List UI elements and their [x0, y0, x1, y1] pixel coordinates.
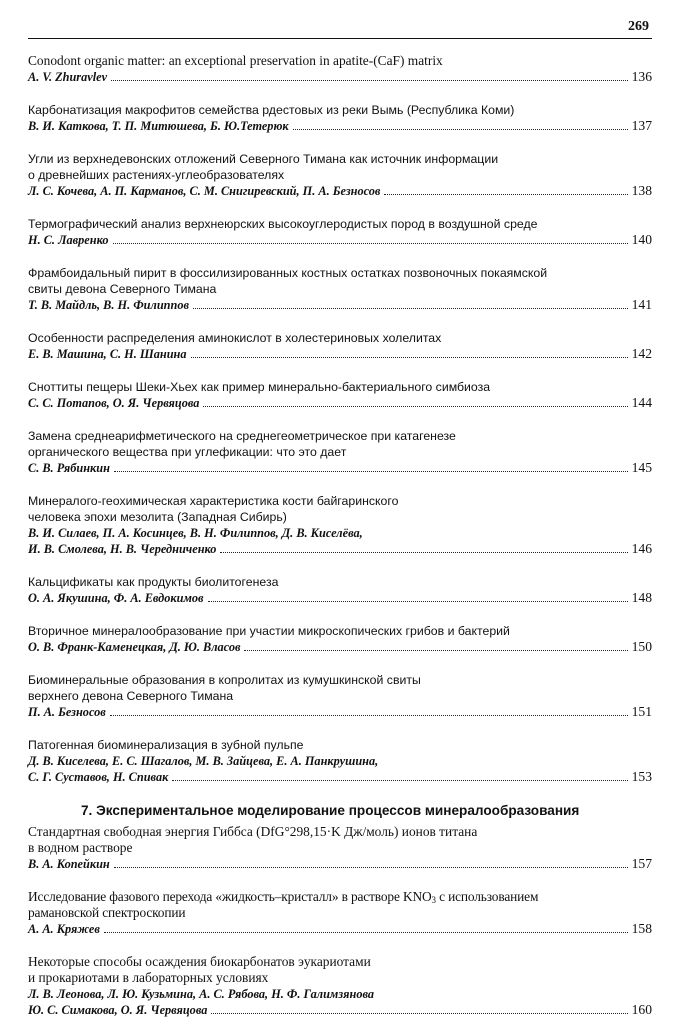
- entry-authors: С. В. Рябинкин: [28, 461, 110, 475]
- entry-page-number: 144: [631, 395, 652, 410]
- toc-entry: [28, 216, 652, 248]
- entry-author-line: [28, 297, 652, 313]
- entry-authors: В. А. Копейкин: [28, 857, 110, 871]
- entry-title-line: в водном растворе: [28, 840, 133, 855]
- entry-authors: П. А. Безносов: [28, 705, 106, 719]
- entry-title-text: с использованием: [435, 889, 539, 904]
- entry-author-line: [28, 704, 652, 720]
- entry-author-line: [28, 118, 652, 134]
- entry-title: Вторичное минералообразование при участии микроскопических грибов и бактерий: [28, 624, 510, 638]
- dot-leader: [172, 780, 627, 781]
- entry-page-number: 151: [631, 704, 652, 719]
- entry-authors: О. А. Якушина, Ф. А. Евдокимов: [28, 591, 204, 605]
- dot-leader: [114, 867, 628, 868]
- entry-title: Особенности распределения аминокислот в холестериновых холелитах: [28, 331, 442, 345]
- entry-authors: Л. С. Кочева, А. П. Карманов, С. М. Снигиревский, П. А. Безносов: [28, 184, 381, 198]
- entry-page-number: 158: [631, 921, 652, 936]
- entry-title: Патогенная биоминерализация в зубной пульпе: [28, 738, 304, 752]
- dot-leader: [104, 932, 628, 933]
- entry-authors: Д. В. Киселева, Е. С. Шагалов, М. В. Зайцева, Е. А. Панкрушина,: [28, 754, 379, 768]
- entry-authors: С. Г. Суставов, Н. Спивак: [28, 770, 169, 784]
- entry-title-line: рамановской спектроскопии: [28, 905, 186, 920]
- entry-title-line: и прокариотами в лабораторных условиях: [28, 970, 269, 985]
- entry-author-line: [28, 1002, 652, 1018]
- toc-entry: [28, 265, 652, 313]
- entry-title: [28, 824, 652, 856]
- toc-entry: [28, 889, 652, 937]
- entry-title: Биоминеральные образования в копролитах из кумушкинской свиты верхнего девона Северного Тимана: [28, 673, 421, 703]
- dot-leader: [208, 601, 628, 602]
- entry-title: Карбонатизация макрофитов семейства рдестовых из реки Вымь (Республика Коми): [28, 103, 515, 117]
- toc-entries-group: [28, 53, 652, 785]
- entry-page-number: 157: [631, 856, 652, 871]
- entry-title: Угли из верхнедевонских отложений Северного Тимана как источник информации о древнейших растениях-углеобразователях: [28, 152, 499, 182]
- dot-leader: [203, 406, 627, 407]
- entry-title: [28, 954, 652, 986]
- toc-entry: [28, 574, 652, 606]
- toc-entry: [28, 330, 652, 362]
- entry-author-line: [28, 69, 652, 85]
- entry-author-line: [28, 769, 652, 785]
- entry-authors: В. И. Силаев, П. А. Косинцев, В. Н. Филиппов, Д. В. Киселёва,: [28, 526, 363, 540]
- dot-leader: [113, 243, 628, 244]
- toc-entry: [28, 493, 652, 557]
- dot-leader: [110, 715, 628, 716]
- entry-page-number: 153: [631, 769, 652, 784]
- header-rule: [28, 38, 652, 39]
- entry-page-number: 137: [631, 118, 652, 133]
- entry-authors: С. С. Потапов, О. Я. Червяцова: [28, 396, 200, 410]
- dot-leader: [193, 308, 628, 309]
- dot-leader: [111, 80, 628, 81]
- entry-author-line: [28, 395, 652, 411]
- toc-entry: [28, 102, 652, 134]
- entry-title: [28, 889, 652, 921]
- entry-author-line: [28, 183, 652, 199]
- dot-leader: [211, 1013, 627, 1014]
- toc-entry: [28, 737, 652, 785]
- entry-author-line: [28, 590, 652, 606]
- entry-title: Минералого-геохимическая характеристика кости байгаринского человека эпохи мезолита (Западная Сибирь): [28, 494, 399, 524]
- section-heading: 7. Экспериментальное моделирование процессов минералообразования: [81, 803, 580, 818]
- table-of-contents: [28, 53, 652, 1035]
- entry-page-number: 138: [631, 183, 652, 198]
- toc-entry: [28, 428, 652, 476]
- entry-page-number: 140: [631, 232, 652, 247]
- entry-page-number: 160: [631, 1002, 652, 1017]
- entry-author-line: [28, 346, 652, 362]
- entry-author-line: [28, 639, 652, 655]
- dot-leader: [384, 194, 627, 195]
- entry-author-line: [28, 232, 652, 248]
- entry-authors: A. V. Zhuravlev: [28, 70, 108, 84]
- dot-leader: [220, 552, 627, 553]
- entry-author-line: [28, 856, 652, 872]
- entry-title: Conodont organic matter: an exceptional preservation in apatite-(CaF) matrix: [28, 53, 443, 68]
- entry-page-number: 142: [631, 346, 652, 361]
- toc-entry: [28, 53, 652, 85]
- entry-title: Сноттиты пещеры Шеки-Хьех как пример минерально-бактериального симбиоза: [28, 380, 491, 394]
- entry-authors: О. В. Франк-Каменецкая, Д. Ю. Власов: [28, 640, 241, 654]
- entry-title-text: Исследование фазового перехода «жидкость–кристалл» в растворе KNO: [28, 889, 432, 904]
- entry-page-number: 148: [631, 590, 652, 605]
- dot-leader: [114, 471, 628, 472]
- entry-page-number: 145: [631, 460, 652, 475]
- dot-leader: [244, 650, 627, 651]
- entry-page-number: 146: [631, 541, 652, 556]
- entry-page-number: 150: [631, 639, 652, 654]
- entry-authors: И. В. Смолева, Н. В. Чередниченко: [28, 542, 217, 556]
- entry-title: Фрамбоидальный пирит в фоссилизированных костных остатках позвоночных покаямской свиты девона Северного Тимана: [28, 266, 548, 296]
- entry-authors: Е. В. Машина, С. Н. Шанина: [28, 347, 187, 361]
- entry-author-line: [28, 921, 652, 937]
- toc-entry: [28, 623, 652, 655]
- page-number: 269: [628, 19, 649, 34]
- entry-authors: Н. С. Лавренко: [28, 233, 109, 247]
- toc-entry: [28, 151, 652, 199]
- entry-authors: Т. В. Майдль, В. Н. Филиппов: [28, 298, 189, 312]
- toc-entry: [28, 672, 652, 720]
- entry-authors: А. А. Кряжев: [28, 922, 100, 936]
- toc-entry: [28, 824, 652, 872]
- toc-entry: [28, 379, 652, 411]
- entry-page-number: 136: [631, 69, 652, 84]
- subscript: 3: [431, 895, 436, 905]
- entry-title-line: Стандартная свободная энергия Гиббса (DfG°298,15·K Дж/моль) ионов титана: [28, 824, 478, 839]
- entry-authors: Л. В. Леонова, Л. Ю. Кузьмина, А. С. Рябова, Н. Ф. Галимзянова: [28, 987, 375, 1001]
- entry-author-line: [28, 541, 652, 557]
- dot-leader: [293, 129, 628, 130]
- entry-title: Замена среднеарифметического на среднегеометрическое при катагенезе органического вещества при углефикации: что это дает: [28, 429, 456, 459]
- entry-title: Термографический анализ верхнеюрских высокоуглеродистых пород в воздушной среде: [28, 217, 538, 231]
- dot-leader: [191, 357, 628, 358]
- entry-authors: В. И. Каткова, Т. П. Митюшева, Б. Ю.Тетерюк: [28, 119, 289, 133]
- toc-entry: [28, 954, 652, 1018]
- entry-title: Кальцификаты как продукты биолитогенеза: [28, 575, 279, 589]
- entry-page-number: 141: [631, 297, 652, 312]
- entry-title-line: Некоторые способы осаждения биокарбонатов эукариотами: [28, 954, 371, 969]
- entry-author-line: [28, 460, 652, 476]
- entry-authors: Ю. С. Симакова, О. Я. Червяцова: [28, 1003, 208, 1017]
